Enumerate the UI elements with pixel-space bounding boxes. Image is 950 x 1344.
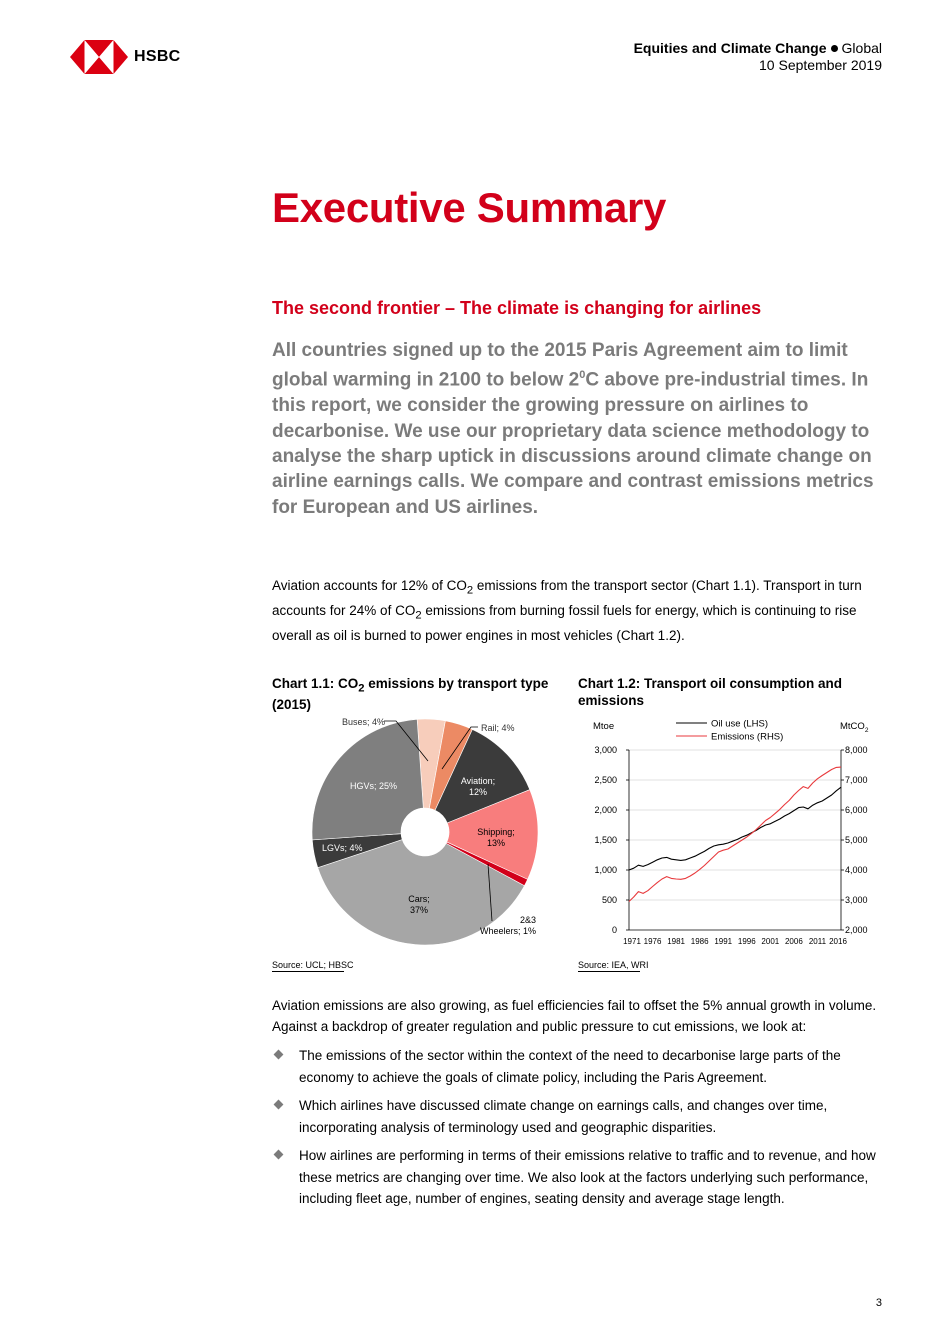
right-tick-label: 2,000: [845, 925, 868, 935]
right-tick-label: 4,000: [845, 865, 868, 875]
chart-1-title: Chart 1.1: $CO_2$ emissions by transport type (2015): [272, 676, 549, 713]
left-tick-label: 3,000: [594, 745, 617, 755]
list-item: The emissions of the sector within the context of the need to decarbonise large parts of the economy to achieve the goals of climate policy, including the Paris Agreement.: [272, 1045, 887, 1088]
bullet-dot-icon: [831, 45, 838, 52]
x-tick-label: 1986: [690, 937, 709, 946]
region: Global: [841, 40, 882, 56]
series-title: Equities and Climate Change: [633, 40, 827, 56]
diamond-bullet-icon: [274, 1100, 284, 1110]
left-tick-label: 2,500: [594, 775, 617, 785]
left-tick-label: 500: [601, 895, 617, 905]
pie-label-lgvs: LGVs; 4%: [322, 843, 363, 853]
chart-2-source: Source: IEA, WRI: [578, 960, 649, 970]
right-axis-title: MtCO$_2$: [840, 721, 869, 734]
report-header: [634, 40, 882, 74]
pie-label-cars: Cars; 37%: [408, 894, 430, 915]
x-tick-label: 1996: [737, 937, 756, 946]
pie-label-shipping: Shipping; 13%: [477, 827, 515, 848]
pie-label-rail: Rail; 4%: [481, 723, 515, 733]
degree-superscript: 0: [579, 369, 586, 382]
line-chart: [578, 712, 878, 957]
pie-label-buses: Buses; 4%: [342, 717, 386, 727]
lead-paragraph: All countries signed up to the 2015 Paris Agreement aim to limit global warming in 2100 to below $2^0C$ above pre-industrial times. In this report, we consider the growing pressure on airlines to decarbonise. We use our proprietary data science methodology to analyse the sharp uptick in discussions around climate change on airline earnings calls. We compare and contrast emissions metrics for European and US airlines.: [272, 340, 874, 518]
diamond-bullet-icon: [274, 1150, 284, 1160]
series-line-emissions: [629, 767, 841, 901]
x-tick-label: 2011: [808, 937, 827, 946]
x-tick-label: 1976: [643, 937, 662, 946]
right-tick-label: 3,000: [845, 895, 868, 905]
series-line-oil-use: [629, 787, 841, 870]
legend-label: Oil use (LHS): [711, 718, 769, 730]
right-tick-label: 6,000: [845, 805, 868, 815]
x-tick-label: 1991: [714, 937, 733, 946]
pie-label-wheelers: 2&3 Wheelers; 1%: [479, 915, 536, 936]
right-tick-label: 8,000: [845, 745, 868, 755]
pie-label-aviation: Aviation; 12%: [460, 776, 496, 797]
pie-chart: [272, 712, 572, 952]
section-subtitle: The second frontier – The climate is changing for airlines: [272, 298, 762, 318]
chart-1-source: Source: UCL; HBSC: [272, 960, 354, 970]
report-date: 10 September 2019: [759, 57, 882, 73]
left-tick-label: 1,000: [594, 865, 617, 875]
x-tick-label: 1971: [623, 937, 641, 946]
legend-label: Emissions (RHS): [711, 731, 784, 743]
hsbc-logo: [70, 40, 181, 74]
list-item: How airlines are performing in terms of their emissions relative to traffic and to revenue, and how these metrics are changing over time. We also look at the factors underlying such performance, including fleet age, number of engines, seating density and average stage length.: [272, 1145, 887, 1210]
left-tick-label: 2,000: [594, 805, 617, 815]
chart-2-title: Chart 1.2: Transport oil consumption and emissions: [578, 676, 843, 708]
bullet-list: [272, 1045, 887, 1217]
x-tick-label: 2006: [784, 937, 803, 946]
body-paragraph-1: Aviation accounts for 12% of $CO_2$ emissions from the transport sector (Chart 1.1). Transport in turn accounts for 24% of $CO_2$ emissions from burning fossil fuels for energy, which is continuing to rise overall as oil is burned to power engines in most vehicles (Chart 1.2).: [272, 578, 862, 644]
chart-2-source-underline: [578, 971, 640, 972]
right-tick-label: 7,000: [845, 775, 868, 785]
list-item: Which airlines have discussed climate change on earnings calls, and changes over time, incorporating analysis of terminology used and geographic disparities.: [272, 1095, 887, 1138]
x-tick-label: 2001: [761, 937, 780, 946]
body-paragraph-2: Aviation emissions are also growing, as fuel efficiencies fail to offset the 5% annual growth in volume. Against a backdrop of greater regulation and public pressure to cut emissions, we look at:: [272, 998, 877, 1034]
pie-label-hgvs: HGVs; 25%: [350, 781, 398, 791]
chart-1-source-underline: [272, 971, 344, 972]
x-tick-label: 2016: [829, 937, 847, 946]
left-tick-label: 1,500: [594, 835, 617, 845]
left-tick-label: 0: [611, 925, 617, 935]
page-title: Executive Summary: [272, 184, 667, 231]
hsbc-hexagon-icon: [70, 40, 128, 74]
left-axis-title: Mtoe: [593, 721, 615, 732]
right-tick-label: 5,000: [845, 835, 868, 845]
pie-slice-hgvs: [312, 719, 423, 840]
logo-wordmark: HSBC: [134, 48, 181, 65]
diamond-bullet-icon: [274, 1050, 284, 1060]
x-tick-label: 1981: [667, 937, 686, 946]
page-number: 3: [875, 1297, 882, 1309]
